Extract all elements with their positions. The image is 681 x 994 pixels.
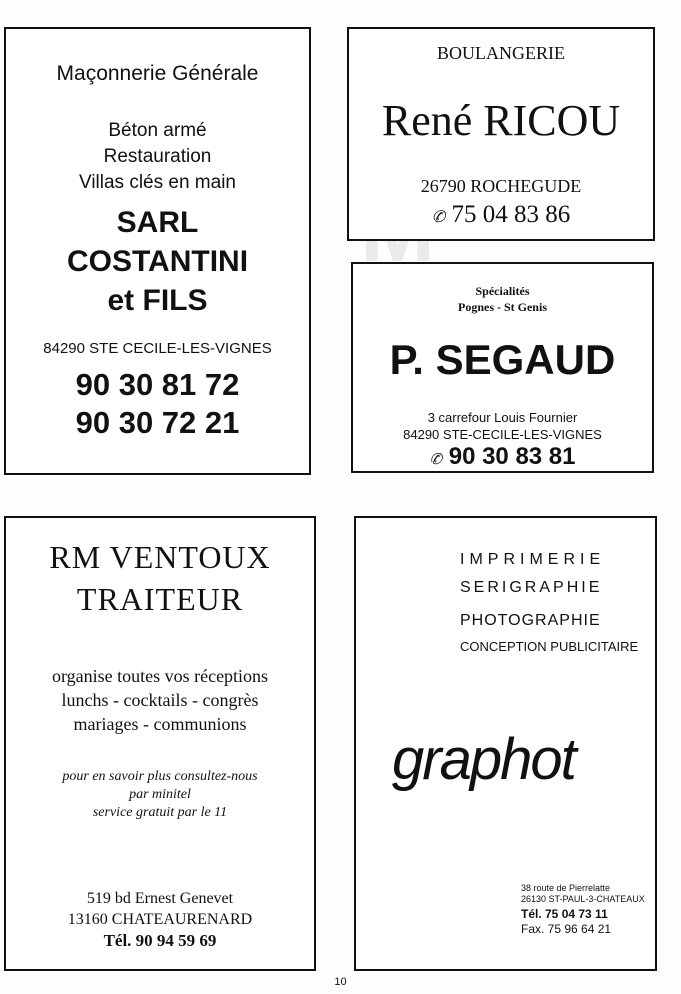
company-name <box>6 203 309 320</box>
phone: Tél. 90 94 59 69 <box>103 931 217 950</box>
service-item: lunchs - cocktails - congrès <box>61 690 259 710</box>
phone-icon: ✆ <box>431 209 446 226</box>
ad-rm-ventoux <box>4 516 316 971</box>
ad-segaud <box>351 262 654 473</box>
business-name <box>6 536 314 620</box>
street: 519 bd Ernest Genevet <box>86 890 234 907</box>
city: 26790 ROCHEGUDE <box>420 176 582 196</box>
trade-heading: BOULANGERIE <box>437 43 565 63</box>
service-item: Villas clés en main <box>78 172 236 193</box>
note-line: service gratuit par le 11 <box>92 805 228 820</box>
phone: 90 30 83 81 <box>448 443 576 470</box>
note-line: par minitel <box>129 787 191 802</box>
trade-heading: Maçonnerie Générale <box>56 62 259 85</box>
phone-icon: ✆ <box>429 451 443 468</box>
address-block <box>521 883 645 937</box>
page-number: 10 <box>334 976 347 988</box>
city: 84290 STE-CECILE-LES-VIGNES <box>403 427 602 442</box>
services-list <box>460 546 660 658</box>
address-block <box>6 888 314 930</box>
service-item: PHOTOGRAPHIE <box>460 612 601 629</box>
service-item: Béton armé <box>108 120 207 141</box>
phone-line <box>349 201 653 229</box>
phone: 90 30 72 21 <box>75 405 240 440</box>
company-line: SARL <box>116 206 199 239</box>
service-item: organise toutes vos réceptions <box>51 666 269 686</box>
phone: 90 30 81 72 <box>75 367 240 402</box>
service-item: IMPRIMERIE <box>460 551 606 568</box>
name-line: RM VENTOUX <box>49 539 271 575</box>
services-list <box>6 118 309 196</box>
service-item: CONCEPTION PUBLICITAIRE <box>460 639 639 654</box>
specialties: Pognes - St Genis <box>457 300 547 314</box>
phone: Tél. 75 04 73 11 <box>521 907 608 921</box>
company-line: et FILS <box>107 284 208 317</box>
ad-costantini <box>4 27 311 475</box>
city: 13160 CHATEAURENARD <box>67 911 253 928</box>
phone: 75 04 83 86 <box>451 201 571 228</box>
phone-line <box>353 443 652 471</box>
street: 38 route de Pierrelatte <box>521 883 611 893</box>
address: 84290 STE CECILE-LES-VIGNES <box>43 340 272 357</box>
specialties-label: Spécialités <box>475 284 530 298</box>
shop-name: P. SEGAUD <box>389 336 616 383</box>
minitel-note <box>6 768 314 822</box>
service-item: Restauration <box>103 146 212 167</box>
ad-graphot <box>354 516 657 971</box>
graphot-logo: graphot <box>392 727 575 792</box>
note-line: pour en savoir plus consultez-nous <box>62 769 258 784</box>
city: 26130 ST-PAUL-3-CHATEAUX <box>521 894 645 904</box>
street: 3 carrefour Louis Fournier <box>427 410 578 425</box>
fax: Fax. 75 96 64 21 <box>521 922 612 936</box>
bakery-name: René RICOU <box>381 96 621 145</box>
ad-ricou <box>347 27 655 241</box>
services-list <box>6 664 314 736</box>
name-line: TRAITEUR <box>76 581 244 617</box>
service-item: SERIGRAPHIE <box>460 579 603 596</box>
phone-numbers <box>6 366 309 442</box>
company-line: COSTANTINI <box>66 245 249 278</box>
service-item: mariages - communions <box>73 714 247 734</box>
